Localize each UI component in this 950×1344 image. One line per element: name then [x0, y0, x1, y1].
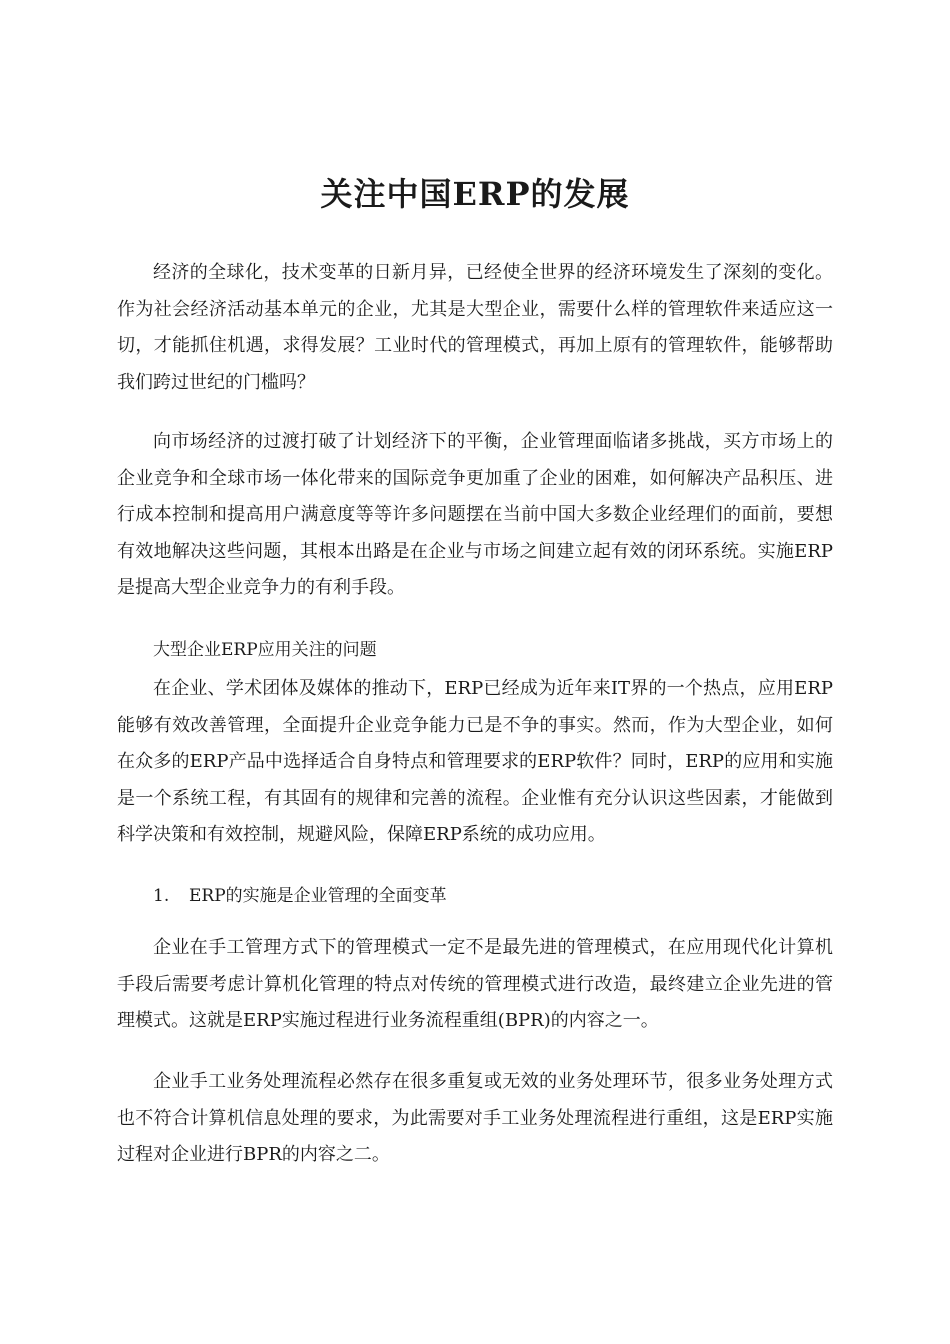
paragraph-intro: 经济的全球化，技术变革的日新月异，已经使全世界的经济环境发生了深刻的变化。作为社会经济活动基本单元的企业，尤其是大型企业，需要什么样的管理软件来适应这一切，才能抓住机遇，求得发展？工业时代的管理模式，再加上原有的管理软件，能够帮助我们跨过世纪的门槛吗？ — [117, 262, 833, 393]
list-item-1 — [153, 880, 447, 912]
paragraph-bpr-two: 企业手工业务处理流程必然存在很多重复或无效的业务处理环节，很多业务处理方式也不符合计算机信息处理的要求，为此需要对手工业务处理流程进行重组，这是ERP实施过程对企业进行BPR的内容之二。 — [117, 1071, 833, 1165]
paragraph-bpr-one: 企业在手工管理方式下的管理模式一定不是最先进的管理模式，在应用现代化计算机手段后需要考虑计算机化管理的特点对传统的管理模式进行改造，最终建立企业先进的管理模式。这就是ERP实施过程进行业务流程重组(BPR)的内容之一。 — [117, 937, 833, 1031]
list-item-text: ERP的实施是企业管理的全面变革 — [189, 886, 447, 906]
list-item-number: 1. — [153, 886, 170, 906]
document-title: 关注中国ERP的发展 — [320, 175, 630, 213]
paragraph-market-transition: 向市场经济的过渡打破了计划经济下的平衡，企业管理面临诸多挑战，买方市场上的企业竞争和全球市场一体化带来的国际竞争更加重了企业的困难，如何解决产品积压、进行成本控制和提高用户满意度等等许多问题摆在当前中国大多数企业经理们的面前，要想有效地解决这些问题，其根本出路是在企业与市场之间建立起有效的闭环系统。实施ERP是提高大型企业竞争力的有利手段。 — [117, 431, 833, 598]
section-heading: 大型企业ERP应用关注的问题 — [153, 640, 377, 660]
paragraph-erp-concerns: 在企业、学术团体及媒体的推动下，ERP已经成为近年来IT界的一个热点，应用ERP能够有效改善管理，全面提升企业竞争能力已是不争的事实。然而，作为大型企业，如何在众多的ERP产品中选择适合自身特点和管理要求的ERP软件？同时，ERP的应用和实施是一个系统工程，有其固有的规律和完善的流程。企业惟有充分认识这些因素，才能做到科学决策和有效控制，规避风险，保障ERP系统的成功应用。 — [117, 678, 833, 845]
